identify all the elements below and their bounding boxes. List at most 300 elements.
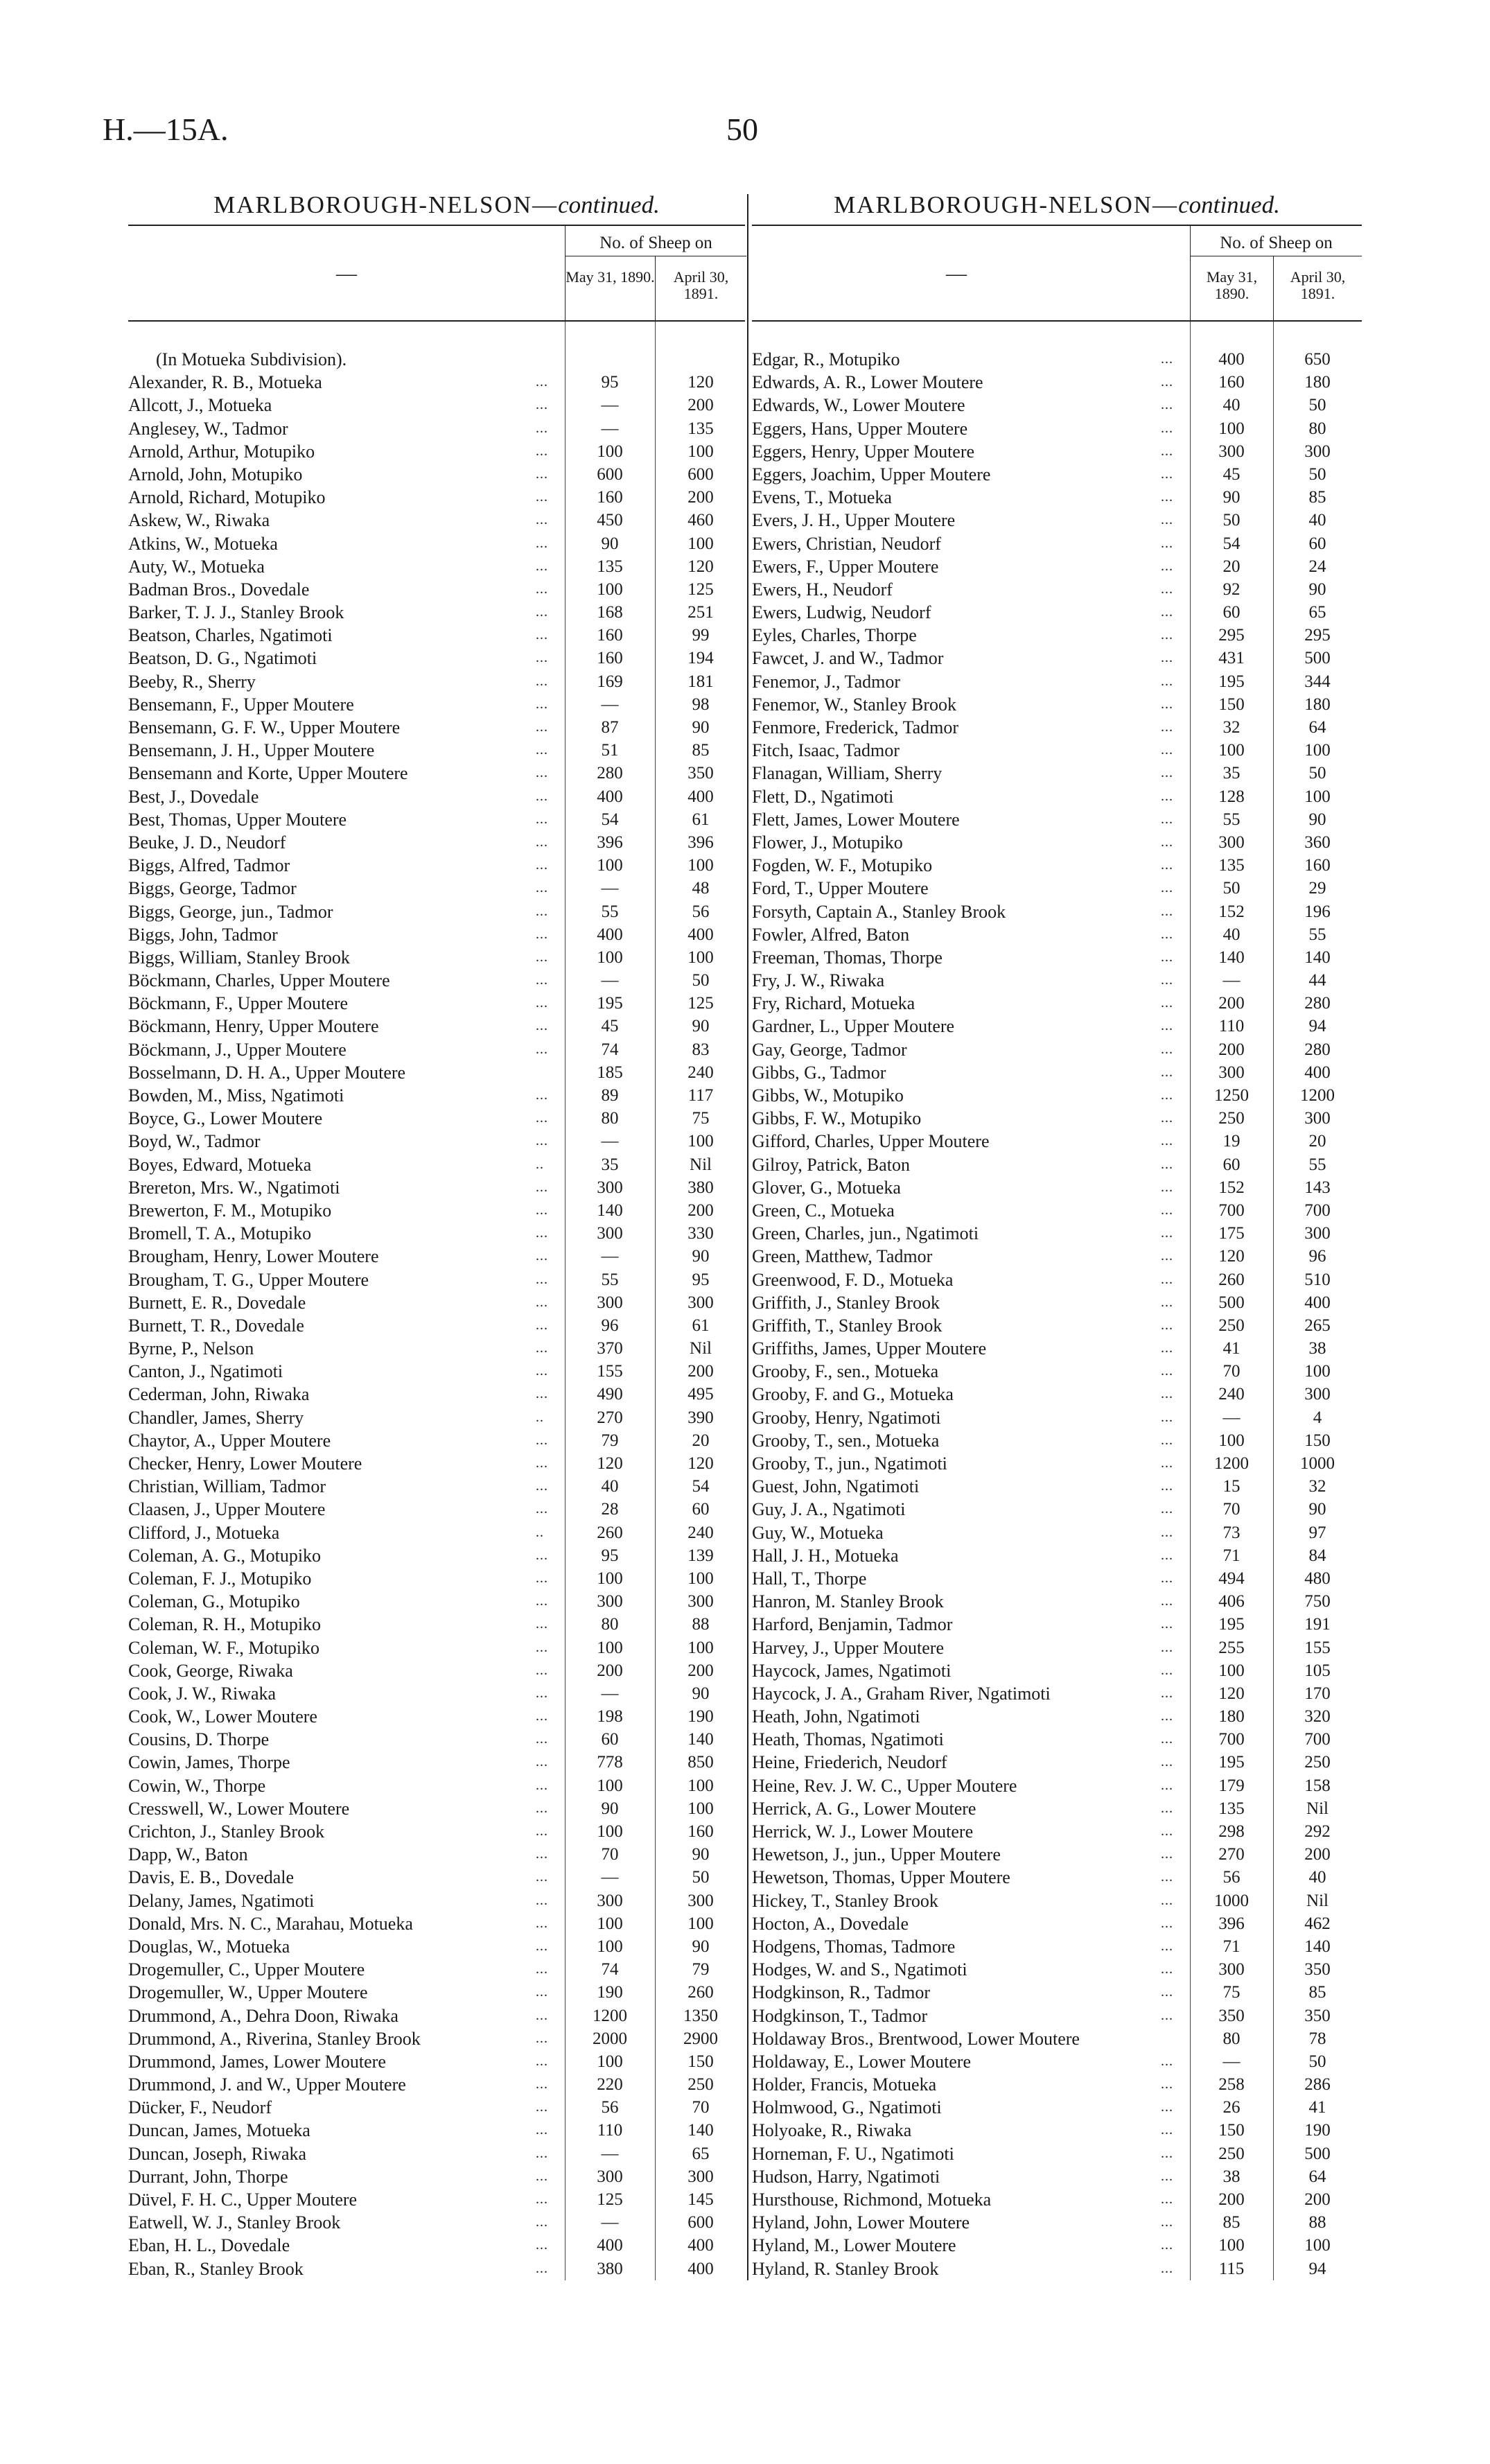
- row-leader-dots: ...: [536, 1179, 548, 1195]
- row-april-1891: 240: [687, 1063, 714, 1082]
- row-may-1890: 56: [1222, 1868, 1241, 1887]
- table-row: [128, 992, 745, 1015]
- table-row: [128, 1544, 745, 1567]
- row-april-1891: 300: [687, 1891, 714, 1910]
- table-row: [752, 831, 1362, 854]
- table-row: [128, 1130, 745, 1153]
- row-leader-dots: ...: [1161, 880, 1173, 896]
- row-name: Brougham, Henry, Lower Moutere: [128, 1246, 379, 1267]
- left-table-header: [128, 225, 745, 322]
- table-row: [128, 1797, 745, 1820]
- table-row: [752, 1337, 1362, 1360]
- row-name: Bowden, M., Miss, Ngatimoti: [128, 1085, 344, 1106]
- page-number: 50: [726, 112, 758, 147]
- row-leader-dots: ...: [536, 650, 548, 666]
- row-may-1890: 168: [597, 603, 623, 622]
- row-may-1890: 90: [601, 534, 619, 553]
- row-april-1891: 85: [1308, 488, 1326, 507]
- row-april-1891: 90: [692, 718, 710, 737]
- row-name: Cook, George, Riwaka: [128, 1660, 293, 1681]
- row-name: Beatson, Charles, Ngatimoti: [128, 625, 333, 646]
- row-leader-dots: ...: [536, 466, 548, 482]
- row-leader-dots: ...: [1161, 466, 1173, 482]
- row-name: Gardner, L., Upper Moutere: [752, 1016, 955, 1037]
- row-name: Eggers, Henry, Upper Moutere: [752, 441, 975, 462]
- row-april-1891: 90: [692, 1937, 710, 1956]
- row-may-1890: 160: [597, 649, 623, 668]
- row-leader-dots: ...: [536, 742, 548, 758]
- row-may-1890: 32: [1222, 718, 1241, 737]
- row-leader-dots: ...: [1161, 1363, 1173, 1379]
- row-name: Ewers, Christian, Neudorf: [752, 533, 941, 554]
- row-name: Coleman, G., Motupiko: [128, 1591, 300, 1612]
- row-leader-dots: ...: [536, 2237, 548, 2253]
- table-row: [128, 1958, 745, 1981]
- row-name: Cook, J. W., Riwaka: [128, 1683, 277, 1704]
- right-group-header: No. of Sheep on: [1190, 226, 1362, 256]
- row-may-1890: 300: [597, 1178, 623, 1197]
- table-row: [752, 923, 1362, 946]
- row-leader-dots: ...: [536, 1271, 548, 1287]
- row-leader-dots: ...: [536, 2099, 548, 2115]
- row-name: Hickey, T., Stanley Brook: [752, 1890, 938, 1911]
- row-leader-dots: ...: [1161, 1179, 1173, 1195]
- row-april-1891: 350: [1304, 2006, 1331, 2025]
- table-row: [128, 440, 745, 463]
- row-name: Beatson, D. G., Ngatimoti: [128, 648, 317, 669]
- row-leader-dots: ...: [536, 489, 548, 505]
- row-leader-dots: ...: [536, 443, 548, 459]
- table-row: [128, 1843, 745, 1866]
- row-april-1891: 390: [687, 1408, 714, 1427]
- row-leader-dots: ...: [536, 1294, 548, 1310]
- row-may-1890: 100: [597, 1914, 623, 1933]
- row-may-1890: 70: [1222, 1500, 1241, 1519]
- row-april-1891: 170: [1304, 1684, 1331, 1703]
- row-may-1890: 220: [597, 2075, 623, 2095]
- table-row: [128, 670, 745, 693]
- table-row: [128, 1337, 745, 1360]
- row-leader-dots: ..: [536, 1156, 544, 1172]
- left-col-april: April 30, 1891.: [655, 256, 746, 320]
- table-row: [752, 1360, 1362, 1383]
- table-row: [128, 2119, 745, 2142]
- row-may-1890: 40: [601, 1477, 619, 1496]
- row-april-1891: 191: [1304, 1615, 1331, 1634]
- row-name: Drogemuller, C., Upper Moutere: [128, 1959, 365, 1980]
- row-april-1891: 60: [692, 1500, 710, 1519]
- row-leader-dots: ...: [1161, 1869, 1173, 1885]
- row-april-1891: 462: [1304, 1914, 1331, 1933]
- row-april-1891: 140: [687, 2121, 714, 2140]
- row-april-1891: 139: [687, 1546, 714, 1565]
- row-name: Freeman, Thomas, Thorpe: [752, 947, 943, 968]
- table-row: [128, 1636, 745, 1659]
- row-leader-dots: ...: [536, 1731, 548, 1747]
- row-name: Barker, T. J. J., Stanley Brook: [128, 602, 344, 623]
- row-name: Green, Charles, jun., Ngatimoti: [752, 1223, 979, 1244]
- row-may-1890: 95: [601, 373, 619, 392]
- row-leader-dots: ...: [536, 2030, 548, 2046]
- table-row: [752, 785, 1362, 808]
- column-divider: [747, 194, 748, 2280]
- row-april-1891: 190: [687, 1707, 714, 1727]
- table-row: [752, 1015, 1362, 1038]
- row-name: Biggs, John, Tadmor: [128, 924, 278, 945]
- table-row: [128, 808, 745, 831]
- row-april-1891: 292: [1304, 1822, 1331, 1841]
- left-col-may: May 31, 1890.: [565, 256, 655, 320]
- row-april-1891: 41: [1308, 2098, 1326, 2117]
- row-name: Cowin, W., Thorpe: [128, 1775, 266, 1796]
- table-row: [752, 440, 1362, 463]
- row-april-1891: 850: [687, 1753, 714, 1772]
- row-may-1890: 396: [1218, 1914, 1245, 1933]
- row-name: Cowin, James, Thorpe: [128, 1752, 290, 1773]
- row-may-1890: 100: [597, 1822, 623, 1841]
- row-may-1890: 90: [601, 1799, 619, 1818]
- table-row: [128, 1429, 745, 1452]
- row-may-1890: 140: [597, 1200, 623, 1220]
- row-april-1891: 650: [1304, 350, 1331, 369]
- row-may-1890: 169: [597, 672, 623, 691]
- row-may-1890: 195: [597, 994, 623, 1013]
- row-april-1891: 300: [1304, 1109, 1331, 1128]
- row-may-1890: 152: [1218, 1178, 1245, 1197]
- row-leader-dots: ..: [536, 1409, 544, 1425]
- table-row: [752, 2004, 1362, 2027]
- row-may-1890: 120: [1218, 1684, 1245, 1703]
- table-row: [128, 1038, 745, 1061]
- row-may-1890: 700: [1218, 1200, 1245, 1220]
- row-name: Duncan, Joseph, Riwaka: [128, 2143, 307, 2164]
- row-may-1890: 200: [597, 1661, 623, 1680]
- row-may-1890: 128: [1218, 787, 1245, 806]
- row-april-1891: 200: [687, 1362, 714, 1381]
- left-group-header: No. of Sheep on: [565, 226, 746, 256]
- row-may-1890: 300: [1218, 1063, 1245, 1082]
- row-april-1891: 250: [687, 2075, 714, 2095]
- row-may-1890: 300: [597, 1592, 623, 1611]
- table-row: [752, 1544, 1362, 1567]
- table-row: [128, 1475, 745, 1498]
- row-name: Griffiths, James, Upper Moutere: [752, 1338, 987, 1359]
- table-row: [128, 1751, 745, 1774]
- row-may-1890: 15: [1222, 1477, 1241, 1496]
- row-name: Heath, Thomas, Ngatimoti: [752, 1729, 944, 1750]
- row-leader-dots: ...: [536, 1041, 548, 1057]
- row-april-1891: 88: [692, 1615, 710, 1634]
- row-leader-dots: ...: [536, 696, 548, 712]
- row-may-1890: 1000: [1214, 1891, 1249, 1910]
- row-april-1891: 79: [692, 1960, 710, 1980]
- row-name: Coleman, W. F., Motupiko: [128, 1637, 319, 1658]
- row-name: Heine, Friederich, Neudorf: [752, 1752, 947, 1773]
- row-leader-dots: ...: [1161, 2168, 1173, 2184]
- row-april-1891: 90: [692, 1247, 710, 1266]
- row-leader-dots: ...: [536, 2260, 548, 2276]
- row-may-1890: 89: [601, 1086, 619, 1105]
- row-may-1890: 100: [1218, 1661, 1245, 1680]
- row-leader-dots: ...: [1161, 696, 1173, 712]
- row-leader-dots: ...: [536, 1340, 548, 1356]
- row-leader-dots: ...: [536, 972, 548, 988]
- row-may-1890: 100: [597, 1776, 623, 1795]
- row-leader-dots: ...: [536, 1087, 548, 1103]
- row-leader-dots: ...: [536, 397, 548, 413]
- row-april-1891: 65: [692, 2144, 710, 2163]
- row-name: Claasen, J., Upper Moutere: [128, 1499, 326, 1520]
- table-row: [128, 2050, 745, 2073]
- table-row: [128, 1521, 745, 1544]
- table-row: [128, 1360, 745, 1383]
- table-row: [128, 877, 745, 900]
- row-april-1891: 300: [1304, 1385, 1331, 1404]
- table-row: [752, 394, 1362, 417]
- row-name: Hyland, M., Lower Moutere: [752, 2235, 956, 2256]
- row-april-1891: 200: [687, 1200, 714, 1220]
- row-april-1891: 96: [1308, 1247, 1326, 1266]
- row-name: Checker, Henry, Lower Moutere: [128, 1453, 362, 1474]
- row-may-1890: 300: [597, 2167, 623, 2186]
- row-leader-dots: ...: [536, 1639, 548, 1655]
- row-leader-dots: ...: [1161, 1087, 1173, 1103]
- row-april-1891: 155: [1304, 1638, 1331, 1657]
- row-name: Boyd, W., Tadmor: [128, 1131, 261, 1152]
- table-row: [752, 1613, 1362, 1636]
- row-april-1891: 100: [687, 1132, 714, 1151]
- row-april-1891: 97: [1308, 1523, 1326, 1542]
- table-row: [752, 854, 1362, 877]
- row-may-1890: 100: [1218, 741, 1245, 760]
- row-name: Flanagan, William, Sherry: [752, 763, 943, 784]
- table-row: [752, 1521, 1362, 1544]
- row-name: Duncan, James, Motueka: [128, 2120, 310, 2141]
- row-may-1890: 80: [601, 1109, 619, 1128]
- table-row: [128, 1107, 745, 1130]
- row-name: Hursthouse, Richmond, Motueka: [752, 2190, 992, 2210]
- row-name: Ewers, F., Upper Moutere: [752, 556, 939, 577]
- table-row: [128, 1981, 745, 2004]
- row-name: Fawcet, J. and W., Tadmor: [752, 648, 944, 669]
- row-name: Eban, R., Stanley Brook: [128, 2258, 304, 2279]
- row-leader-dots: ...: [1161, 1685, 1173, 1701]
- table-row: [752, 1981, 1362, 2004]
- row-name: Herrick, W. J., Lower Moutere: [752, 1821, 974, 1842]
- row-leader-dots: ...: [1161, 1156, 1173, 1172]
- row-leader-dots: ...: [1161, 1225, 1173, 1241]
- row-name: Herrick, A. G., Lower Moutere: [752, 1798, 976, 1819]
- row-may-1890: 300: [1218, 1960, 1245, 1980]
- table-row: [752, 946, 1362, 969]
- row-name: Ford, T., Upper Moutere: [752, 878, 929, 899]
- row-name: Delany, James, Ngatimoti: [128, 1890, 315, 1911]
- row-april-1891: 1350: [683, 2006, 718, 2025]
- row-leader-dots: ...: [1161, 1547, 1173, 1563]
- row-april-1891: 300: [687, 1293, 714, 1312]
- row-name: Cousins, D. Thorpe: [128, 1729, 270, 1750]
- row-leader-dots: ...: [536, 1984, 548, 2000]
- row-leader-dots: ...: [536, 2168, 548, 2184]
- row-name: Flett, D., Ngatimoti: [752, 786, 894, 807]
- row-name: Green, Matthew, Tadmor: [752, 1246, 933, 1267]
- row-april-1891: 84: [1308, 1546, 1326, 1565]
- table-row: [128, 1153, 745, 1176]
- row-leader-dots: ...: [1161, 1340, 1173, 1356]
- table-row: [752, 509, 1362, 532]
- row-leader-dots: ...: [1161, 2145, 1173, 2161]
- row-name: Guy, J. A., Ngatimoti: [752, 1499, 906, 1520]
- row-leader-dots: ...: [536, 880, 548, 896]
- row-name: Drogemuller, W., Upper Moutere: [128, 1982, 368, 2003]
- row-name: Best, J., Dovedale: [128, 786, 259, 807]
- row-may-1890: 250: [1218, 1316, 1245, 1335]
- row-may-1890: 600: [597, 464, 623, 484]
- row-may-1890: 406: [1218, 1592, 1245, 1611]
- row-name: Brereton, Mrs. W., Ngatimoti: [128, 1177, 340, 1198]
- row-may-1890: 100: [597, 579, 623, 599]
- row-name: Drummond, A., Dehra Doon, Riwaka: [128, 2005, 398, 2026]
- row-may-1890: 74: [601, 1960, 619, 1980]
- row-may-1890: 180: [1218, 1707, 1245, 1727]
- row-may-1890: 19: [1222, 1132, 1241, 1151]
- table-row: [128, 1613, 745, 1636]
- row-leader-dots: ...: [1161, 926, 1173, 942]
- table-row: [752, 1590, 1362, 1613]
- table-row: [752, 2188, 1362, 2211]
- table-row: [752, 2073, 1362, 2096]
- table-row: [752, 808, 1362, 831]
- table-row: [752, 1222, 1362, 1245]
- row-april-1891: 94: [1308, 2259, 1326, 2278]
- row-april-1891: Nil: [690, 1155, 712, 1174]
- table-row: [128, 2004, 745, 2027]
- row-may-1890: 260: [597, 1523, 623, 1542]
- row-may-1890: 400: [597, 2236, 623, 2255]
- row-leader-dots: ...: [1161, 2214, 1173, 2230]
- row-may-1890: 41: [1222, 1339, 1241, 1358]
- row-leader-dots: ...: [1161, 2099, 1173, 2115]
- row-leader-dots: ...: [536, 1824, 548, 1839]
- table-row: [128, 1820, 745, 1843]
- table-row: [752, 1889, 1362, 1912]
- row-leader-dots: ...: [536, 1892, 548, 1908]
- row-april-1891: 64: [1308, 2167, 1326, 2186]
- row-name: Arnold, Arthur, Motupiko: [128, 441, 315, 462]
- row-leader-dots: ...: [1161, 834, 1173, 850]
- row-leader-dots: ...: [1161, 1616, 1173, 1632]
- row-name: Fenemor, W., Stanley Brook: [752, 694, 957, 715]
- table-row: [752, 486, 1362, 509]
- table-row: [752, 1705, 1362, 1728]
- row-name: Hall, T., Thorpe: [752, 1568, 867, 1589]
- row-may-1890: 70: [1222, 1362, 1241, 1381]
- row-leader-dots: ...: [536, 1800, 548, 1816]
- row-leader-dots: ...: [1161, 2077, 1173, 2092]
- row-april-1891: 100: [687, 1776, 714, 1795]
- table-row: [752, 2096, 1362, 2119]
- row-may-1890: —: [1222, 2052, 1241, 2071]
- row-april-1891: 181: [687, 672, 714, 691]
- table-row: [752, 1958, 1362, 1981]
- right-table: [752, 186, 1362, 2280]
- row-name: Guest, John, Ngatimoti: [752, 1476, 920, 1497]
- table-row: [128, 394, 745, 417]
- table-row: [752, 1268, 1362, 1291]
- right-rows: [752, 322, 1362, 2280]
- table-row: [752, 647, 1362, 670]
- row-leader-dots: ...: [1161, 420, 1173, 436]
- table-row: [128, 854, 745, 877]
- table-row: [128, 1291, 745, 1314]
- row-name: Harford, Benjamin, Tadmor: [752, 1614, 953, 1635]
- row-may-1890: —: [601, 1868, 619, 1887]
- row-may-1890: 370: [597, 1339, 623, 1358]
- table-row: [128, 2027, 745, 2050]
- row-name: Anglesey, W., Tadmor: [128, 418, 288, 439]
- row-name: Hocton, A., Dovedale: [752, 1913, 909, 1934]
- row-may-1890: 54: [601, 810, 619, 829]
- row-april-1891: 48: [692, 879, 710, 898]
- row-name: Biggs, William, Stanley Brook: [128, 947, 350, 968]
- row-leader-dots: ...: [536, 719, 548, 735]
- table-row: [752, 1084, 1362, 1107]
- row-april-1891: 143: [1304, 1178, 1331, 1197]
- row-leader-dots: ...: [536, 1938, 548, 1954]
- row-may-1890: 100: [597, 1937, 623, 1956]
- row-leader-dots: ...: [536, 1018, 548, 1034]
- table-row: [128, 1498, 745, 1521]
- row-leader-dots: ...: [536, 765, 548, 781]
- row-may-1890: 100: [597, 1569, 623, 1588]
- row-april-1891: 100: [1304, 2236, 1331, 2255]
- row-leader-dots: ...: [536, 2053, 548, 2069]
- row-may-1890: 79: [601, 1431, 619, 1450]
- row-may-1890: 100: [1218, 1431, 1245, 1450]
- row-may-1890: 28: [601, 1500, 619, 1519]
- row-may-1890: 35: [601, 1155, 619, 1174]
- row-may-1890: 70: [601, 1845, 619, 1864]
- row-may-1890: 195: [1218, 1753, 1245, 1772]
- row-april-1891: 38: [1308, 1339, 1326, 1358]
- table-row: [128, 2096, 745, 2119]
- table-row: [752, 2234, 1362, 2257]
- row-april-1891: 100: [1304, 741, 1331, 760]
- left-section-title: [128, 186, 745, 225]
- row-leader-dots: ...: [1161, 627, 1173, 643]
- table-row: [752, 1751, 1362, 1774]
- row-april-1891: 50: [1308, 464, 1326, 484]
- table-row: [128, 1084, 745, 1107]
- row-april-1891: 510: [1304, 1270, 1331, 1289]
- row-april-1891: 396: [687, 832, 714, 852]
- row-april-1891: 61: [692, 1316, 710, 1335]
- row-may-1890: 92: [1222, 579, 1241, 599]
- row-name: Evers, J. H., Upper Moutere: [752, 510, 956, 531]
- row-may-1890: 450: [597, 511, 623, 530]
- row-may-1890: 120: [597, 1454, 623, 1473]
- row-april-1891: 380: [687, 1178, 714, 1197]
- table-row: [752, 1797, 1362, 1820]
- document-code: H.—15A.: [103, 112, 229, 147]
- table-row: [128, 463, 745, 486]
- row-leader-dots: ...: [1161, 811, 1173, 827]
- row-leader-dots: ..: [536, 1524, 544, 1540]
- row-april-1891: 145: [687, 2190, 714, 2209]
- row-name: Haycock, J. A., Graham River, Ngatimoti: [752, 1683, 1051, 1704]
- table-row: [752, 1199, 1362, 1222]
- row-leader-dots: ...: [536, 1593, 548, 1609]
